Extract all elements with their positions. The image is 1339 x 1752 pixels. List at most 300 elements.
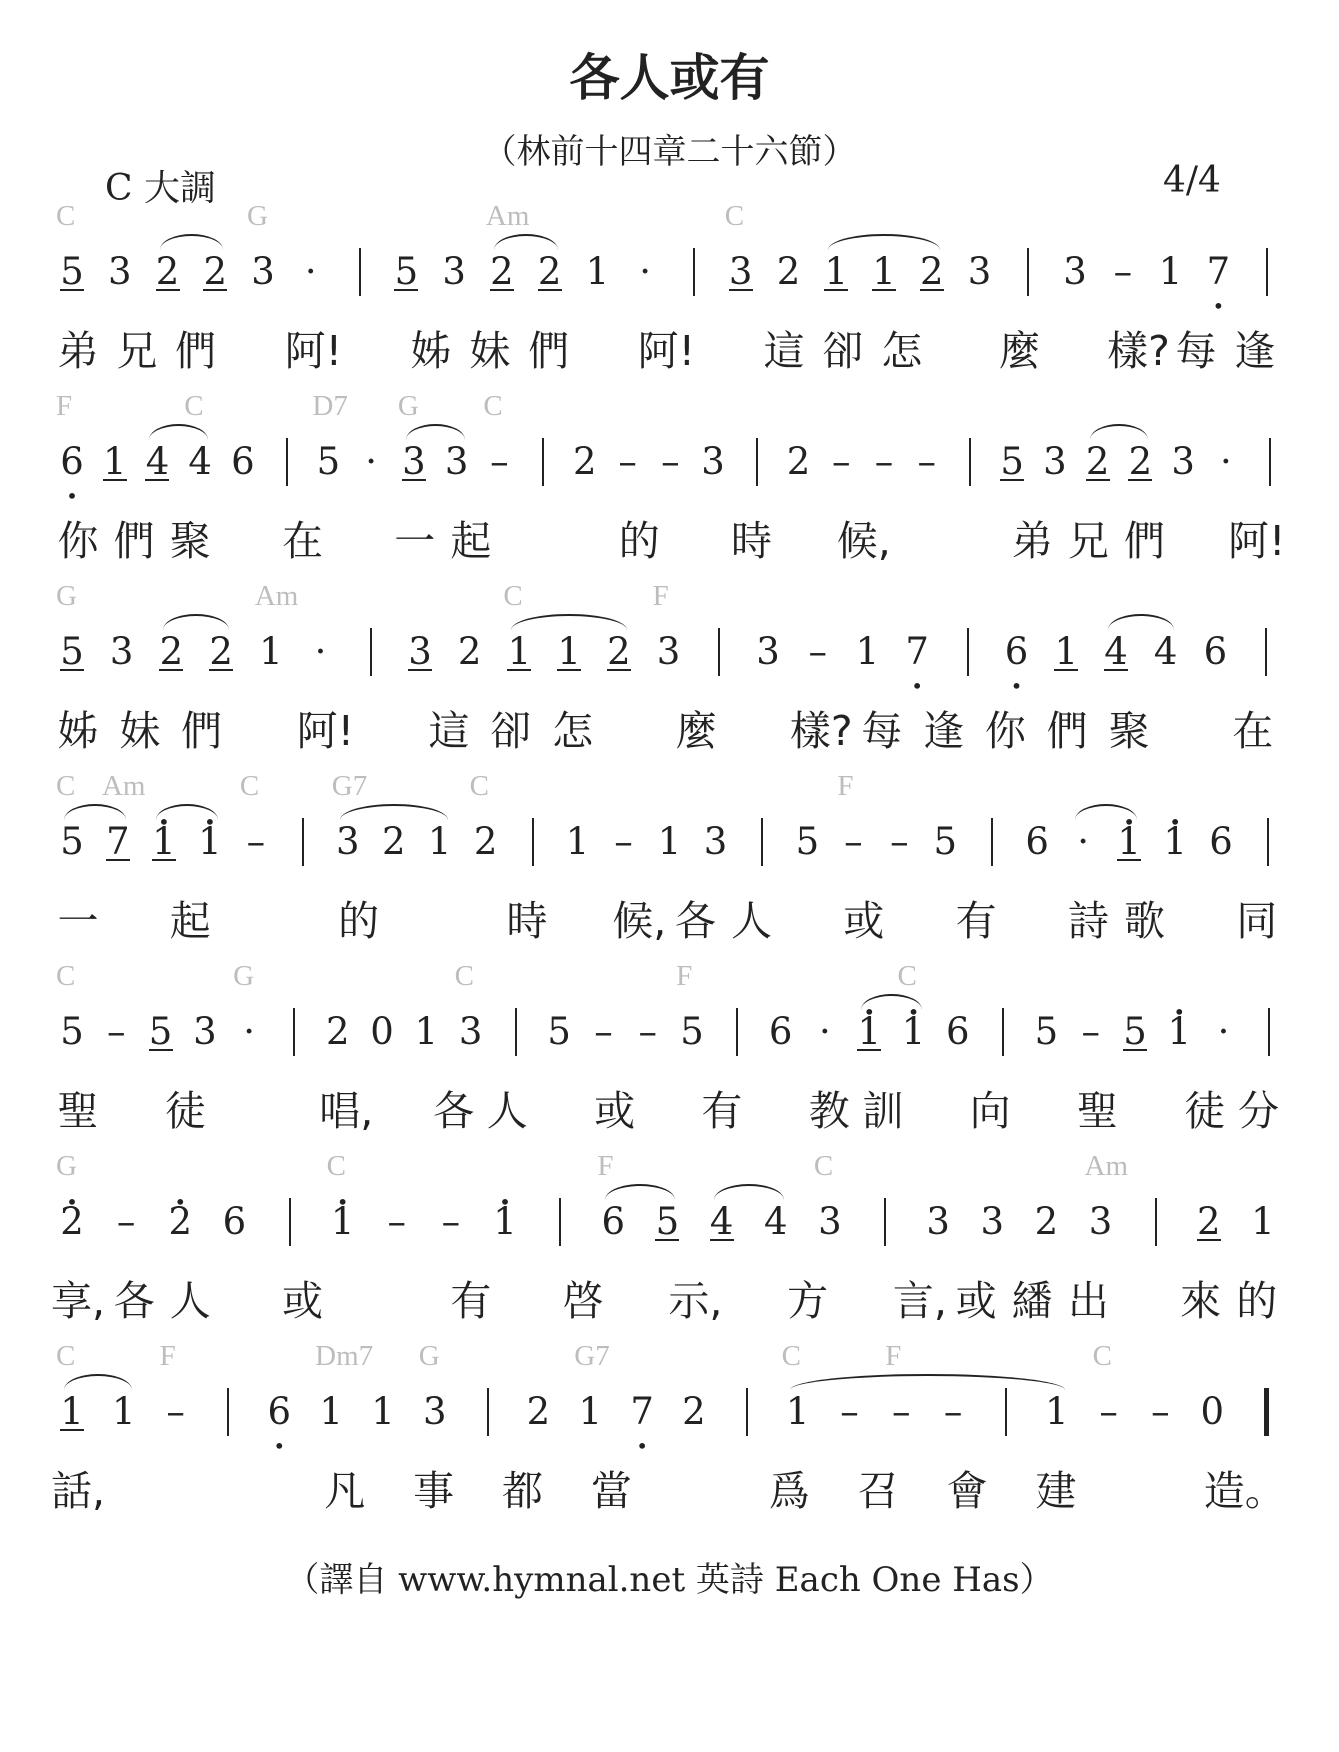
dot: · (639, 250, 652, 293)
note: 2 (381, 820, 406, 863)
note: • 1 (1155, 820, 1195, 864)
lyric-syllable: 姊 (57, 707, 99, 755)
note: 3 (656, 630, 681, 673)
lyric-syllable: 每 (1175, 327, 1217, 375)
barline (693, 248, 695, 296)
lyric-syllable: 各 (433, 1087, 475, 1135)
note: 5 (547, 1010, 571, 1053)
note: 5 (1034, 1010, 1059, 1053)
note: 1 (319, 1390, 343, 1433)
note: 5 (795, 820, 820, 863)
lyric-syllable: 逢 (923, 707, 965, 755)
lyric-syllable: 方 (787, 1277, 829, 1325)
note: 3 (107, 250, 132, 293)
note: 4 (702, 1200, 742, 1244)
lyric-syllable: 人 (169, 1277, 211, 1325)
lyric-syllable: 時 (731, 517, 773, 565)
note: 0 (370, 1010, 394, 1053)
lyric-syllable: 逢 (1234, 327, 1276, 375)
barline (884, 1198, 886, 1246)
lyric-syllable: 有 (955, 897, 997, 945)
lyric-syllable: 當 (590, 1467, 632, 1515)
lyric-syllable: 們 (528, 327, 570, 375)
dash: – (808, 630, 827, 673)
barline (761, 818, 763, 866)
chord-symbol: F (159, 1340, 176, 1372)
note: 3 (109, 630, 134, 673)
note: • 2 (52, 1200, 92, 1244)
note: 4 (1096, 630, 1136, 674)
note: 3 (394, 440, 434, 484)
tie-slur (1108, 614, 1174, 630)
dash: – (1113, 250, 1133, 293)
note: 6 (1203, 630, 1228, 673)
chord-symbol: F (676, 960, 693, 992)
dash: – (441, 1200, 461, 1243)
chord-symbol: C (503, 580, 523, 612)
lyric-syllable: 凡 (324, 1467, 366, 1515)
lyric-syllable: 阿! (296, 707, 355, 755)
dot: · (314, 630, 327, 673)
note: 4 (137, 440, 177, 484)
lyric-syllable: 有 (450, 1277, 492, 1325)
barline (227, 1388, 229, 1436)
chord-symbol: C (184, 390, 204, 422)
chord-symbol: C (469, 770, 489, 802)
lyric-syllable: 或 (282, 1277, 324, 1325)
note: 3 (400, 630, 440, 674)
lyric-syllable: 樣? (1107, 327, 1170, 375)
tie-slur (64, 804, 126, 820)
lyric-syllable: 的 (618, 517, 660, 565)
tie-slur (149, 424, 208, 440)
lyric-syllable: 各 (113, 1277, 155, 1325)
note: 1 (95, 440, 135, 484)
barline (1266, 248, 1268, 296)
dash: – (661, 440, 680, 483)
note: 3 (980, 1200, 1005, 1243)
note: 5 (316, 440, 341, 483)
chord-symbol: C (454, 960, 474, 992)
note: 1 (1251, 1200, 1275, 1243)
dash: – (490, 440, 509, 483)
lyric-syllable: 這 (428, 707, 470, 755)
tie-slur (163, 614, 229, 630)
note: 2 (1189, 1200, 1229, 1244)
note: 5 (992, 440, 1032, 484)
note: 6 (601, 1200, 626, 1243)
note: 7 (98, 820, 138, 864)
barline (542, 438, 544, 486)
note: 1 (52, 1390, 92, 1434)
dash: – (618, 440, 637, 483)
note: 3 (703, 820, 728, 863)
tie-slur (605, 1184, 675, 1200)
barline (1267, 818, 1269, 866)
lyric-syllable: 弟 (57, 327, 99, 375)
note: 2 (473, 820, 498, 863)
note: 6 (222, 1200, 247, 1243)
dot: · (819, 1010, 831, 1053)
tie-slur (511, 614, 626, 630)
note: 6 (946, 1010, 970, 1053)
note: 2 (1120, 440, 1160, 484)
chord-symbol: G (397, 390, 419, 422)
note: 1 (549, 630, 589, 674)
barline (359, 248, 361, 296)
lyric-syllable: 各 (674, 897, 716, 945)
chord-symbol: C (813, 1150, 834, 1182)
chord-symbol: G (418, 1340, 440, 1372)
lyric-syllable: 出 (1067, 1277, 1109, 1325)
dash: – (943, 1390, 963, 1433)
note: • 1 (1109, 820, 1149, 864)
note: 5 (52, 250, 92, 294)
dash: – (874, 440, 894, 483)
lyric-syllable: 歌 (1123, 897, 1165, 945)
note: 5 (141, 1010, 181, 1054)
lyric-syllable: 同 (1236, 897, 1278, 945)
note: 5 (386, 250, 426, 294)
dot: · (1217, 1010, 1230, 1053)
lyric-syllable: 們 (175, 327, 217, 375)
lyric-syllable: 在 (282, 517, 324, 565)
lyric-syllable: 分 (1237, 1087, 1279, 1135)
dash: – (107, 1010, 126, 1053)
song-title: 各人或有 (569, 49, 770, 107)
note: 3 (967, 250, 992, 293)
chord-symbol: Am (101, 770, 146, 802)
note: 6 (231, 440, 255, 483)
lyric-syllable: 示, (668, 1277, 723, 1325)
chord-symbol: C (724, 200, 745, 232)
lyric-syllable: 一 (57, 897, 99, 945)
translation-credit: （譯自 www.hymnal.net 英詩 Each One Has） (285, 1560, 1054, 1600)
note: 1 (565, 820, 590, 863)
note: 3 (756, 630, 780, 673)
chord-symbol: F (885, 1340, 902, 1372)
dash: – (844, 820, 863, 863)
note: 4 (763, 1200, 788, 1243)
note: 1 (371, 1390, 395, 1433)
tie-slur (790, 1374, 1065, 1390)
note: 4 (188, 440, 212, 483)
lyric-syllable: 們 (1123, 517, 1165, 565)
chord-symbol: Am (485, 200, 530, 232)
dash: – (832, 440, 851, 483)
dash: – (917, 440, 936, 483)
note: 2 (201, 630, 241, 674)
chord-symbol: G (247, 200, 268, 232)
lyric-syllable: 聚 (1108, 707, 1150, 755)
note: • 1 (1159, 1010, 1199, 1054)
note: 5 (1115, 1010, 1155, 1054)
dot: · (1077, 820, 1090, 863)
dot: · (365, 440, 378, 483)
dot: · (304, 250, 317, 293)
lyric-syllable: 阿! (637, 327, 696, 375)
note: 2 (457, 630, 482, 673)
chord-symbol: F (652, 580, 669, 612)
lyric-syllable: 這 (763, 327, 805, 375)
note: 5 (60, 1010, 84, 1053)
chord-symbol: C (483, 390, 503, 422)
note: 2 (599, 630, 639, 674)
dash: – (638, 1010, 658, 1053)
note: 2 (151, 630, 191, 674)
lyric-syllable: 徒 (1184, 1087, 1226, 1135)
note: 1 (1044, 1390, 1069, 1433)
note: 5 (680, 1010, 704, 1053)
note: 1 (578, 1390, 603, 1433)
lyric-syllable: 時 (506, 897, 548, 945)
lyric-syllable: 言, (892, 1277, 947, 1325)
note: 3 (701, 440, 725, 483)
note: 2 (1078, 440, 1118, 484)
note: 6 (768, 1010, 793, 1053)
note: 1 (427, 820, 452, 863)
note: 2 (573, 440, 597, 483)
note: • 7 (897, 630, 937, 674)
barline (487, 1388, 489, 1436)
tie-slur (494, 234, 558, 250)
dash: – (890, 820, 909, 863)
chord-symbol: C (56, 200, 76, 232)
barline (746, 1388, 748, 1436)
note: 1 (864, 250, 904, 294)
note: 2 (912, 250, 952, 294)
barline (718, 628, 720, 676)
lyric-syllable: 兄 (116, 327, 158, 375)
time-signature: 4/4 (1163, 160, 1221, 201)
lyric-syllable: 享, (50, 1277, 106, 1325)
lyric-syllable: 們 (181, 707, 223, 755)
dash: – (1099, 1390, 1118, 1433)
note: • 6 (997, 630, 1037, 674)
lyric-syllable: 阿! (284, 327, 343, 375)
lyric-syllable: 候, (612, 897, 667, 945)
chord-symbol: G (233, 960, 255, 992)
lyric-syllable: 或 (594, 1087, 636, 1135)
lyric-syllable: 徒 (164, 1087, 206, 1135)
note: • 7 (1198, 250, 1238, 294)
note: 3 (1088, 1200, 1113, 1243)
note: 1 (785, 1390, 810, 1433)
lyric-syllable: 事 (413, 1467, 455, 1515)
lyric-syllable: 們 (1046, 707, 1088, 755)
chord-symbol: F (837, 770, 854, 802)
lyric-syllable: 候, (836, 517, 891, 565)
note: 3 (1043, 440, 1067, 483)
note: 3 (1063, 250, 1087, 293)
lyric-syllable: 妹 (119, 707, 161, 755)
lyric-syllable: 聖 (1076, 1087, 1118, 1135)
note: 3 (423, 1390, 447, 1433)
lyric-syllable: 起 (450, 517, 492, 565)
note: 2 (148, 250, 188, 294)
lyric-syllable: 唱, (319, 1087, 374, 1135)
note: 5 (647, 1200, 687, 1244)
chord-symbol: C (56, 960, 76, 992)
lyric-syllable: 的 (338, 897, 380, 945)
dash: – (840, 1390, 859, 1433)
barline (559, 1198, 561, 1246)
lyric-syllable: 的 (1236, 1277, 1278, 1325)
note: 6 (1025, 820, 1049, 863)
lyric-syllable: 人 (486, 1087, 528, 1135)
chord-symbol: G (56, 580, 77, 612)
lyric-syllable: 卻 (822, 327, 864, 375)
chord-symbol: F (597, 1150, 614, 1182)
barline (1268, 1008, 1270, 1056)
note: 3 (444, 440, 469, 483)
note: 1 (855, 630, 880, 673)
lyric-syllable: 聖 (57, 1087, 99, 1135)
tie-slur (64, 1374, 132, 1390)
note: • 2 (160, 1200, 200, 1244)
barline (370, 628, 372, 676)
tie-slur (828, 234, 940, 250)
lyric-syllable: 在 (1232, 707, 1274, 755)
note: 2 (482, 250, 522, 294)
barline (756, 438, 758, 486)
lyric-syllable: 建 (1035, 1467, 1077, 1515)
lyric-syllable: 都 (502, 1467, 544, 1515)
note: • 1 (894, 1010, 934, 1054)
lyric-syllable: 聚 (169, 517, 211, 565)
lyric-syllable: 阿! (1227, 517, 1286, 565)
chord-symbol: Am (254, 580, 299, 612)
note: 3 (251, 250, 275, 293)
barline (1027, 248, 1029, 296)
chord-symbol: F (56, 390, 73, 422)
scripture-reference: （林前十四章二十六節） (482, 132, 857, 172)
barline (969, 438, 971, 486)
barline (302, 818, 304, 866)
note: 1 (657, 820, 682, 863)
chord-symbol: C (56, 1340, 76, 1372)
note: 5 (60, 820, 84, 863)
note: 3 (335, 820, 360, 863)
lyric-syllable: 們 (113, 517, 155, 565)
note: • 6 (259, 1390, 299, 1434)
lyric-syllable: 弟 (1011, 517, 1053, 565)
dash: – (116, 1200, 136, 1243)
note: • 1 (849, 1010, 889, 1054)
barline (289, 1198, 291, 1246)
lyric-syllable: 你 (57, 517, 99, 565)
note: 4 (1153, 630, 1178, 673)
tie-slur (714, 1184, 784, 1200)
barline (515, 1008, 517, 1056)
note: 2 (1034, 1200, 1059, 1243)
dash: – (892, 1390, 911, 1433)
barline (736, 1008, 738, 1056)
note: 1 (259, 630, 283, 673)
dash: – (387, 1200, 407, 1243)
lyric-syllable: 麼 (998, 327, 1040, 375)
tie-slur (406, 424, 465, 440)
chord-symbol: C (897, 960, 917, 992)
key-signature: C 大調 (105, 168, 216, 209)
note: 2 (776, 250, 801, 293)
dash: – (166, 1390, 185, 1433)
dot: · (243, 1010, 256, 1053)
lyric-syllable: 一 (394, 517, 436, 565)
tie-slur (340, 804, 448, 820)
chord-symbol: Am (1084, 1150, 1129, 1182)
lyric-syllable: 訓 (862, 1087, 904, 1135)
dash: – (246, 820, 266, 863)
note: 1 (112, 1390, 136, 1433)
lyric-syllable: 起 (169, 897, 211, 945)
note: 2 (325, 1010, 350, 1053)
note: 3 (818, 1200, 842, 1243)
note: 3 (926, 1200, 950, 1243)
chord-symbol: G7 (331, 770, 368, 802)
dot: · (1220, 440, 1232, 483)
chord-symbol: G (56, 1150, 77, 1182)
chord-symbol: Dm7 (315, 1340, 374, 1372)
dash: – (1151, 1390, 1170, 1433)
chord-symbol: C (56, 770, 76, 802)
lyric-syllable: 妹 (469, 327, 511, 375)
chord-symbol: C (781, 1340, 801, 1372)
note: 2 (786, 440, 811, 483)
chord-symbol: C (239, 770, 260, 802)
lyric-syllable: 兄 (1067, 517, 1109, 565)
lyric-syllable: 有 (701, 1087, 743, 1135)
barline (532, 818, 534, 866)
lyric-syllable: 怎 (881, 327, 923, 375)
barline (967, 628, 969, 676)
note: 1 (816, 250, 856, 294)
chord-symbol: C (1092, 1340, 1112, 1372)
barline (286, 438, 288, 486)
lyric-syllable: 來 (1180, 1277, 1222, 1325)
lyric-syllable: 卻 (490, 707, 532, 755)
lyric-syllable: 向 (969, 1087, 1011, 1135)
chord-symbol: C (326, 1150, 346, 1182)
note: 1 (585, 250, 610, 293)
note: 0 (1200, 1390, 1225, 1433)
note: • 7 (622, 1390, 662, 1434)
lyric-syllable: 樣? (789, 707, 853, 755)
barline (991, 818, 993, 866)
lyric-syllable: 或 (955, 1277, 997, 1325)
note: • 1 (190, 820, 230, 864)
lyric-syllable: 姊 (410, 327, 452, 375)
note: 3 (458, 1010, 483, 1053)
note: 3 (721, 250, 761, 294)
note: 2 (526, 1390, 551, 1433)
lyric-syllable: 每 (861, 707, 903, 755)
note: 2 (195, 250, 235, 294)
lyric-syllable: 或 (843, 897, 885, 945)
note: 2 (682, 1390, 706, 1433)
barline (1005, 1388, 1007, 1436)
lyric-syllable: 你 (984, 707, 1026, 755)
note: • 1 (144, 820, 184, 864)
dash: – (1081, 1010, 1100, 1053)
lyric-syllable: 話, (50, 1467, 106, 1515)
final-barline (1264, 1388, 1269, 1436)
barline (293, 1008, 295, 1056)
lyric-syllable: 爲 (768, 1467, 810, 1515)
note: 5 (933, 820, 958, 863)
note: • 1 (323, 1200, 363, 1244)
chord-symbol: G7 (574, 1340, 610, 1372)
